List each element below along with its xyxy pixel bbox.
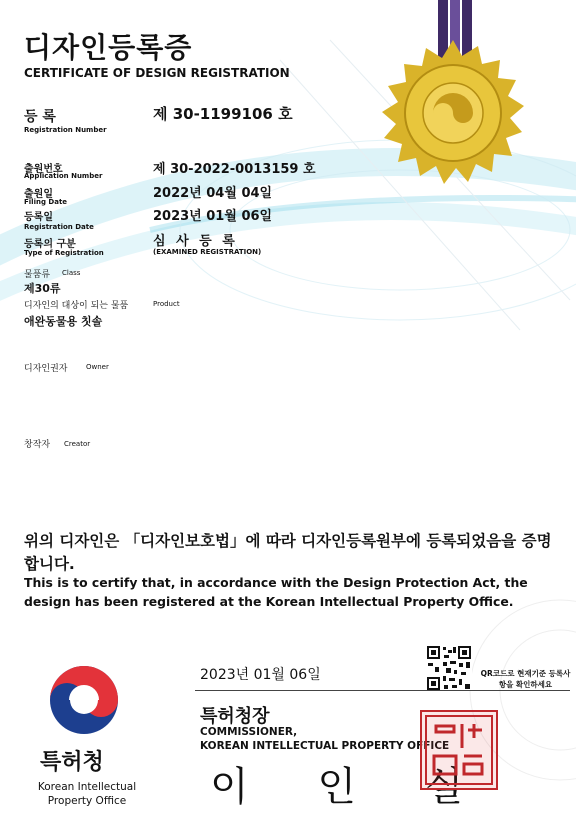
owner-label: 디자인권자 (24, 364, 68, 374)
application-label-en: Application Number (24, 172, 103, 180)
filing-date: 2022년 04월 04일 (153, 186, 273, 201)
gold-seal-icon (378, 38, 528, 188)
registration-type: 심 사 등 록 (153, 234, 238, 249)
registration-number: 제 30-1199106 호 (153, 105, 293, 123)
logo-text-ko: 특허청 (40, 750, 104, 775)
owner-label-en: Owner (86, 363, 109, 371)
certification-text-en: This is to certify that, in accordance with the Design Protection Act, the design has been registered at the Korean Intellectual Property Office. (24, 575, 528, 609)
official-stamp (420, 710, 498, 790)
kipo-logo-icon (48, 664, 120, 736)
application-number: 제 30-2022-0013159 호 (153, 162, 316, 177)
product-label-en: Product (153, 300, 180, 308)
creator-label: 창작자 (24, 440, 51, 450)
registration-type-label-en: Type of Registration (24, 249, 104, 257)
page-subtitle: CERTIFICATE OF DESIGN REGISTRATION (24, 66, 290, 80)
logo-text-en-line1: Korean Intellectual (37, 781, 137, 793)
page-title: 디자인등록증 (24, 31, 193, 64)
divider (195, 690, 570, 691)
application-label: 출원번호 (24, 164, 63, 175)
creator-label-en: Creator (64, 440, 91, 448)
signature: 이 인 실 (210, 764, 492, 810)
issue-date: 2023년 01월 06일 (200, 667, 321, 683)
class-label-en: Class (62, 269, 81, 277)
office-title: 특허청장 (200, 706, 270, 727)
registration-date-label-en: Registration Date (24, 223, 94, 231)
filing-date-label-en: Filing Date (24, 198, 68, 206)
qr-caption: QR코드로 현재기준 등록사항을 확인하세요 (480, 669, 571, 689)
certification-text-ko: 위의 디자인은 「디자인보호법」에 따라 디자인등록원부에 등록되었음을 증명합니다. (24, 532, 552, 573)
registration-type-en: (EXAMINED REGISTRATION) (153, 248, 262, 256)
class-label: 물품류 (24, 270, 51, 280)
registration-label: 등 록 (24, 109, 56, 125)
product-value: 애완동물용 칫솔 (24, 315, 103, 328)
stamp-icon (422, 712, 496, 788)
registration-date-label: 등록일 (24, 212, 53, 223)
registration-type-label: 등록의 구분 (24, 239, 76, 250)
qr-code-icon[interactable] (426, 645, 472, 691)
commissioner-line1: COMMISSIONER, (200, 726, 298, 738)
class-value: 제30류 (24, 282, 61, 295)
commissioner-line2: KOREAN INTELLECTUAL PROPERTY OFFICE (200, 740, 450, 752)
filing-date-label: 출원일 (24, 189, 53, 200)
registration-label-en: Registration Number (24, 126, 107, 134)
logo-text-en-line2: Property Office (47, 795, 127, 807)
product-label: 디자인의 대상이 되는 물품 (24, 301, 129, 311)
registration-date: 2023년 01월 06일 (153, 209, 273, 224)
